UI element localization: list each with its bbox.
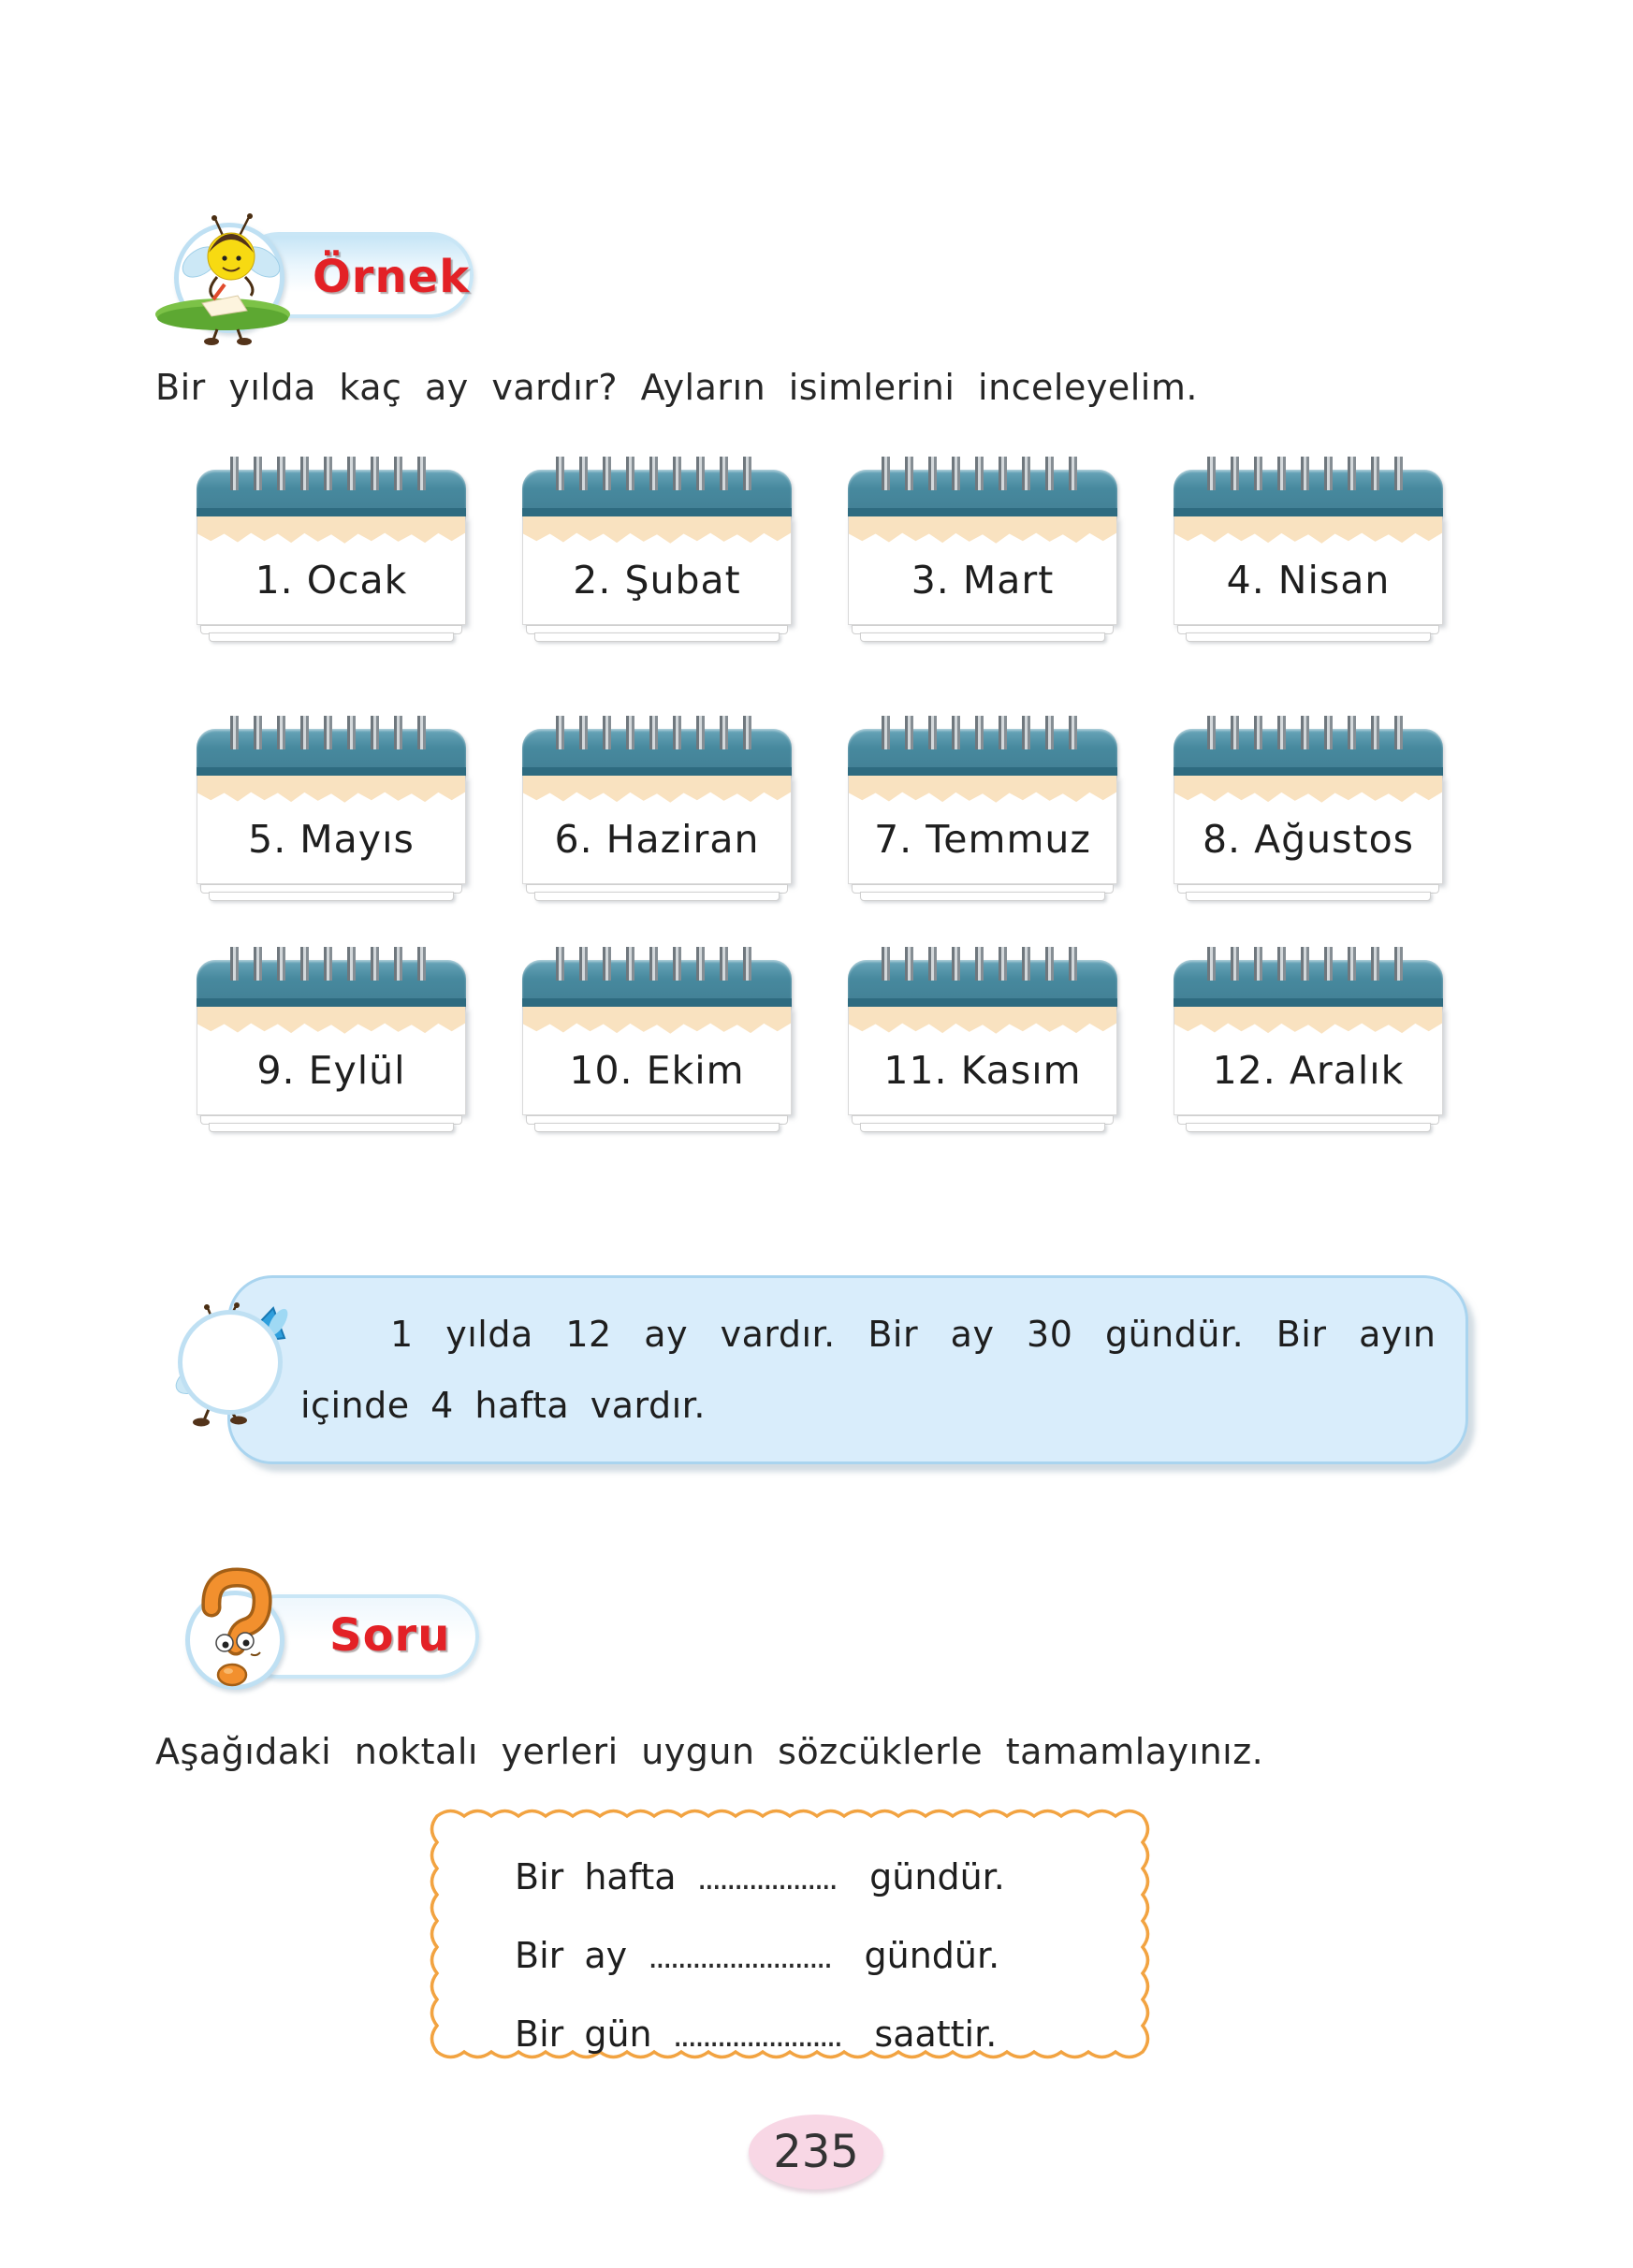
month-card <box>848 457 1117 642</box>
blank-prefix: Bir ay <box>515 1935 628 1976</box>
page-stack <box>1177 884 1439 901</box>
month-card <box>848 716 1117 901</box>
blank-prefix: Bir hafta <box>515 1856 677 1897</box>
month-label: 1. Ocak <box>255 557 408 603</box>
month-card <box>522 716 792 901</box>
month-label: 9. Eylül <box>256 1047 406 1093</box>
blank-prefix: Bir gün <box>515 2014 652 2055</box>
month-label: 7. Temmuz <box>874 816 1091 862</box>
dotted-blank: ................... <box>696 1860 837 1897</box>
page-stack <box>852 1115 1114 1132</box>
month-card <box>522 947 792 1132</box>
info-text-line1: 1 yılda 12 ay vardır. Bir ay 30 gündür. Bir ayın <box>390 1314 1436 1355</box>
info-text-line2: içinde 4 hafta vardır. <box>300 1385 706 1426</box>
spiral-binding <box>882 457 1084 490</box>
answer-box <box>426 1803 1160 2070</box>
page-stack <box>200 884 462 901</box>
blank-suffix: gündür. <box>864 1935 1000 1976</box>
example-intro-text: Bir yılda kaç ay vardır? Ayların isimlerini inceleyelim. <box>155 367 1198 408</box>
dotted-blank: ....................... <box>672 2017 841 2055</box>
question-character-icon <box>183 1561 286 1692</box>
dotted-blank: ......................... <box>648 1939 831 1976</box>
page-stack <box>852 884 1114 901</box>
blank-line <box>515 1996 1005 2074</box>
page-stack <box>526 884 788 901</box>
question-instruction: Aşağıdaki noktalı yerleri uygun sözcüklerle tamamlayınız. <box>155 1731 1264 1772</box>
month-label: 5. Mayıs <box>248 816 415 862</box>
spiral-binding <box>556 716 758 749</box>
month-label: 6. Haziran <box>554 816 760 862</box>
spiral-binding <box>1207 947 1409 981</box>
page-stack <box>200 625 462 642</box>
month-card <box>1174 947 1443 1132</box>
info-badge-circle <box>178 1310 283 1415</box>
page-stack <box>526 625 788 642</box>
month-label: 10. Ekim <box>569 1047 745 1093</box>
month-label: 8. Ağustos <box>1202 816 1415 862</box>
month-label: 11. Kasım <box>883 1047 1082 1093</box>
spiral-binding <box>230 947 432 981</box>
month-card <box>848 947 1117 1132</box>
page-stack <box>200 1115 462 1132</box>
fill-in-blanks <box>515 1839 1005 2074</box>
page-stack <box>1177 1115 1439 1132</box>
page-stack <box>1177 625 1439 642</box>
blank-line <box>515 1917 1005 1996</box>
month-card <box>197 716 466 901</box>
spiral-binding <box>882 947 1084 981</box>
spiral-binding <box>556 457 758 490</box>
spiral-binding <box>230 457 432 490</box>
spiral-binding <box>1207 716 1409 749</box>
spiral-binding <box>230 716 432 749</box>
blank-suffix: gündür. <box>869 1856 1005 1897</box>
month-label: 4. Nisan <box>1226 557 1391 603</box>
month-card <box>522 457 792 642</box>
blank-line <box>515 1839 1005 1917</box>
month-card <box>197 947 466 1132</box>
month-label: 2. Şubat <box>573 557 741 603</box>
month-label: 3. Mart <box>911 557 1055 603</box>
month-card <box>1174 716 1443 901</box>
month-label: 12. Aralık <box>1212 1047 1405 1093</box>
spiral-binding <box>1207 457 1409 490</box>
example-badge-label: Örnek <box>313 251 471 303</box>
spiral-binding <box>556 947 758 981</box>
month-card <box>1174 457 1443 642</box>
blank-suffix: saattir. <box>874 2014 998 2055</box>
question-badge-label: Soru <box>329 1609 451 1662</box>
page-number: 235 <box>749 2115 883 2189</box>
page-stack <box>526 1115 788 1132</box>
bee-writing-icon <box>148 211 307 342</box>
months-row-3 <box>197 947 1443 1132</box>
spiral-binding <box>882 716 1084 749</box>
month-card <box>197 457 466 642</box>
info-text <box>227 1299 1517 1441</box>
page-stack <box>852 625 1114 642</box>
months-row-2 <box>197 716 1443 901</box>
months-row-1 <box>197 457 1443 642</box>
